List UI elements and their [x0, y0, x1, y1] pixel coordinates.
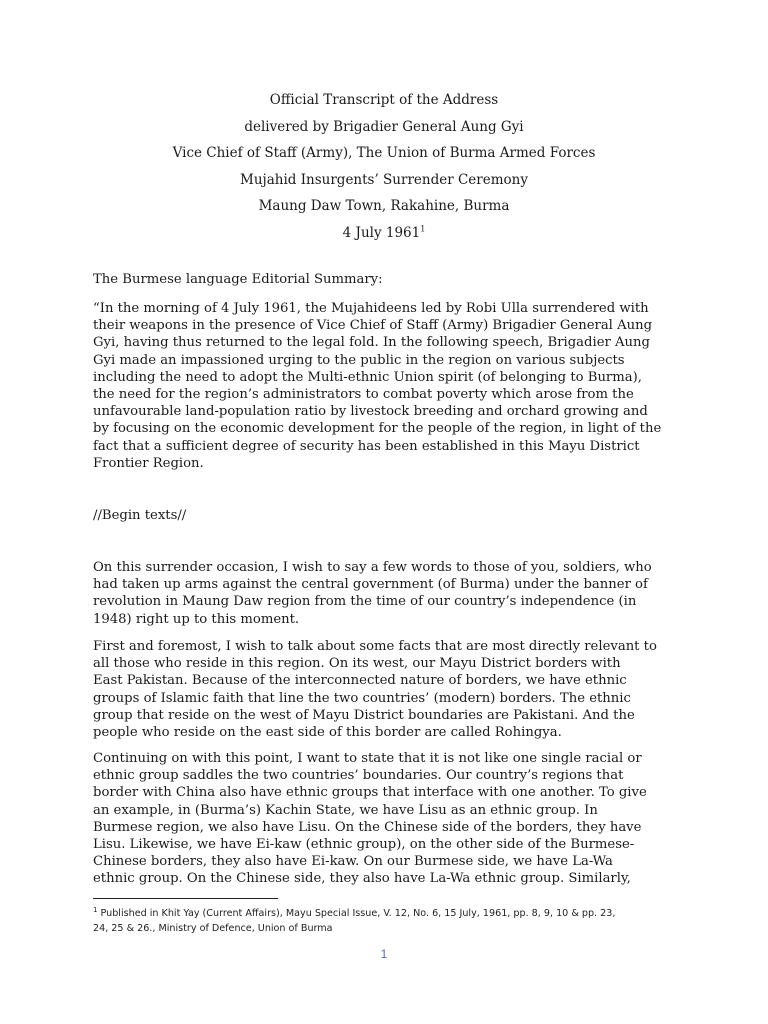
summary-paragraph [93, 300, 683, 472]
summary-line: fact that a sufficient degree of security has been established in this Mayu District [93, 438, 640, 454]
title-line-1: Official Transcript of the Address [269, 92, 499, 108]
title-line-2: delivered by Brigadier General Aung Gyi [244, 118, 524, 135]
date-text: 4 July 1961 [342, 224, 421, 241]
footnote-number: 1 [93, 905, 98, 914]
paragraph-line: East Pakistan. Because of the interconnected nature of borders, we have ethnic [93, 673, 627, 689]
summary-heading: The Burmese language Editorial Summary: [93, 272, 383, 287]
speech-paragraph-3 [93, 750, 683, 888]
title-line-4: Mujahid Insurgents’ Surrender Ceremony [240, 171, 528, 188]
begin-texts-marker: //Begin texts// [93, 508, 187, 523]
speech-paragraph-1 [93, 559, 683, 628]
footnote-line-2: 24, 25 & 26., Ministry of Defence, Union of Burma [93, 923, 333, 934]
footnote-line-1 [93, 906, 693, 921]
summary-line: “In the morning of 4 July 1961, the Mujahideens led by Robi Ulla surrendered with [93, 301, 649, 316]
paragraph-line: 1948) right up to this moment. [93, 611, 300, 627]
title-line-6 [0, 220, 768, 247]
paragraph-line: an example, in (Burma’s) Kachin State, we have Lisu as an ethnic group. In [93, 802, 598, 818]
paragraph-line: Burmese region, we also have Lisu. On the Chinese side of the borders, they have [93, 819, 642, 835]
footnote-divider [93, 898, 278, 899]
paragraph-line: ethnic group. On the Chinese side, they also have La-Wa ethnic group. Similarly, [93, 871, 631, 887]
paragraph-line: On this surrender occasion, I wish to say a few words to those of you, soldiers, who [93, 560, 652, 575]
paragraph-line: group that reside on the west of Mayu District boundaries are Pakistani. And the [93, 707, 635, 723]
summary-line: by focusing on the economic development for the people of the region, in light of the [93, 421, 662, 437]
summary-line: the need for the region’s administrators to combat poverty which arose from the [93, 387, 634, 403]
paragraph-line: people who reside on the east side of this border are called Rohingya. [93, 725, 562, 741]
paragraph-line: had taken up arms against the central government (of Burma) under the banner of [93, 577, 648, 593]
paragraph-line: groups of Islamic faith that line the two countries’ (modern) borders. The ethnic [93, 690, 631, 706]
paragraph-line: Lisu. Likewise, we have Ei-kaw (ethnic group), on the other side of the Burmese- [93, 837, 635, 853]
paragraph-line: Chinese borders, they also have Ei-kaw. On our Burmese side, we have La-Wa [93, 854, 613, 870]
title-line-3: Vice Chief of Staff (Army), The Union of Burma Armed Forces [172, 145, 596, 161]
summary-line: Gyi, having thus returned to the legal fold. In the following speech, Brigadier Aung [93, 335, 650, 351]
paragraph-line: First and foremost, I wish to talk about some facts that are most directly relevant to [93, 639, 657, 654]
summary-line: including the need to adopt the Multi-ethnic Union spirit (of belonging to Burma), [93, 369, 642, 385]
paragraph-line: revolution in Maung Daw region from the time of our country’s independence (in [93, 594, 637, 610]
paragraph-line: ethnic group saddles the two countries’ boundaries. Our country’s regions that [93, 768, 624, 784]
footnote [93, 906, 693, 936]
summary-line: unfavourable land-population ratio by livestock breeding and orchard growing and [93, 404, 648, 420]
title-block [0, 87, 768, 246]
footnote-reference[interactable]: 1 [420, 224, 426, 233]
summary-line: Frontier Region. [93, 455, 204, 471]
paragraph-line: Continuing on with this point, I want to state that it is not like one single racial or [93, 751, 642, 766]
title-line-5: Maung Daw Town, Rakahine, Burma [258, 198, 510, 214]
footnote-text-1: Published in Khit Yay (Current Affairs), Mayu Special Issue, V. 12, No. 6, 15 July, 1961, pp. 8, 9, 10 & pp. 23, [97, 908, 616, 919]
summary-line: Gyi made an impassioned urging to the public in the region on various subjects [93, 352, 625, 368]
page-number: 1 [380, 947, 388, 961]
paragraph-line: all those who reside in this region. On its west, our Mayu District borders with [93, 656, 621, 672]
speech-paragraph-2 [93, 638, 683, 741]
summary-line: their weapons in the presence of Vice Chief of Staff (Army) Brigadier General Aung [93, 318, 653, 334]
paragraph-line: border with China also have ethnic groups that interface with one another. To give [93, 785, 647, 801]
